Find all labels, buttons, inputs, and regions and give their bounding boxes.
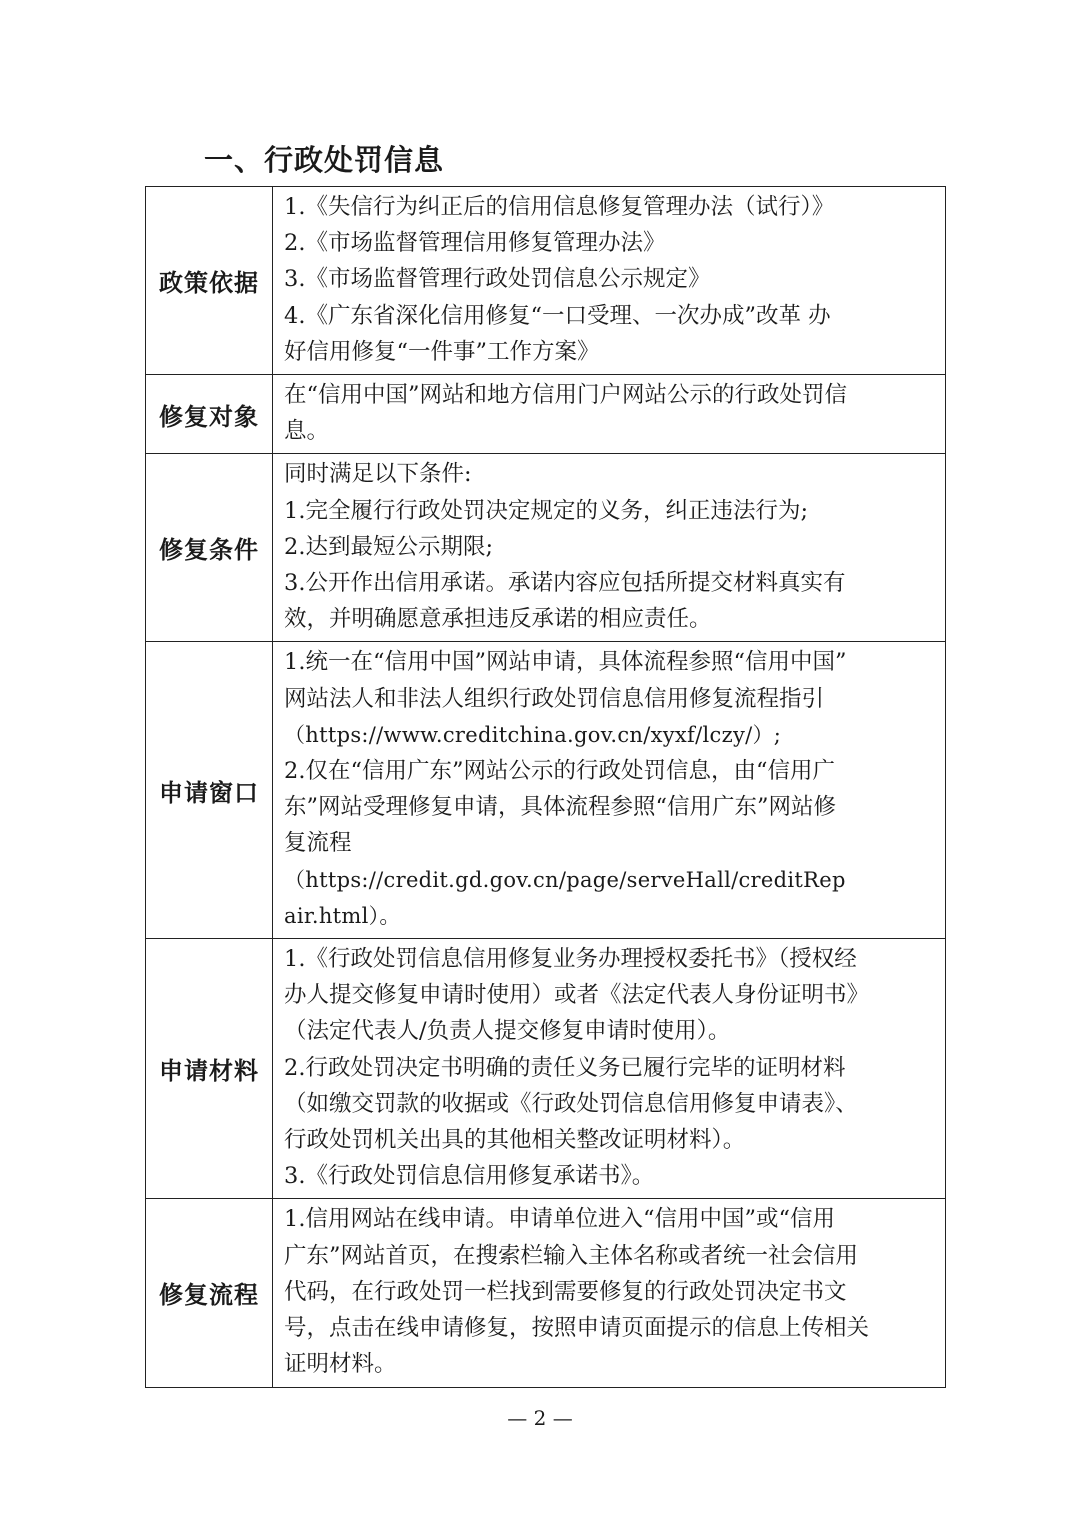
content-line: 广东”网站首页，在搜索栏输入主体名称或者统一社会信用 (284, 1242, 859, 1269)
content-line: 东”网站受理修复申请，具体流程参照“信用广东”网站修 (284, 794, 837, 821)
content-line: 1.信用网站在线申请。申请单位进入“信用中国”或“信用 (284, 1206, 835, 1233)
content-line: （法定代表人/负责人提交修复申请时使用）。 (284, 1018, 731, 1045)
row-label-application-window: 申请窗口 (146, 642, 273, 939)
table-row (146, 939, 946, 1199)
row-content-repair-process (273, 1199, 946, 1387)
credit-repair-info-table (145, 186, 946, 1388)
content-line: 2.《市场监督管理信用修复管理办法》 (284, 230, 666, 257)
creditgd-url-line-continued: air.html）。 (284, 903, 401, 928)
content-line: 3.《行政处罚信息信用修复承诺书》。 (284, 1163, 655, 1190)
content-line: 4.《广东省深化信用修复“一口受理、一次办成”改革 办 (284, 302, 831, 329)
row-label-policy-basis: 政策依据 (146, 187, 273, 375)
row-content-application-materials (273, 939, 946, 1199)
content-line: 办人提交修复申请时使用）或者《法定代表人身份证明书》 (284, 982, 870, 1009)
content-line: 同时满足以下条件: (284, 461, 472, 488)
content-line: 1.《失信行为纠正后的信用信息修复管理办法（试行）》 (284, 194, 835, 220)
row-label-repair-target: 修复对象 (146, 375, 273, 454)
row-content-application-window (273, 642, 946, 939)
row-content-repair-conditions (273, 454, 946, 642)
content-line: 效，并明确愿意承担违反承诺的相应责任。 (284, 606, 712, 633)
content-line: 好信用修复“一件事”工作方案》 (284, 338, 600, 365)
row-label-application-materials: 申请材料 (146, 939, 273, 1199)
content-line: 2.仅在“信用广东”网站公示的行政处罚信息，由“信用广 (284, 758, 835, 785)
content-line: 代码，在行政处罚一栏找到需要修复的行政处罚决定书文 (284, 1278, 847, 1305)
content-line: 2.行政处罚决定书明确的责任义务已履行完毕的证明材料 (284, 1054, 846, 1081)
content-line: 号，点击在线申请修复，按照申请页面提示的信息上传相关 (284, 1315, 870, 1342)
content-line: 行政处罚机关出具的其他相关整改证明材料）。 (284, 1127, 746, 1154)
section-title: 一、行政处罚信息 (204, 143, 445, 177)
content-line: 息。 (284, 418, 330, 445)
content-line: 3.公开作出信用承诺。承诺内容应包括所提交材料真实有 (284, 570, 846, 597)
content-line: 3.《市场监督管理行政处罚信息公示规定》 (284, 266, 711, 293)
table-row (146, 454, 946, 642)
row-label-repair-conditions: 修复条件 (146, 454, 273, 642)
content-line: 1.统一在“信用中国”网站申请，具体流程参照“信用中国” (284, 649, 847, 676)
content-line: 复流程 (284, 830, 352, 857)
content-line: 网站法人和非法人组织行政处罚信息信用修复流程指引 (284, 685, 825, 712)
creditchina-url-line: （https://www.creditchina.gov.cn/xyxf/lczy/）; (284, 722, 782, 747)
table-row (146, 375, 946, 454)
page-number: — 2 — (507, 1406, 573, 1430)
table-row (146, 187, 946, 375)
content-line: 1.《行政处罚信息信用修复业务办理授权委托书》（授权经 (284, 946, 857, 973)
content-line: 证明材料。 (284, 1351, 397, 1378)
content-line: 在“信用中国”网站和地方信用门户网站公示的行政处罚信 (284, 382, 848, 409)
creditgd-url-line: （https://credit.gd.gov.cn/page/serveHall/creditRep (284, 867, 846, 892)
content-line: 1.完全履行行政处罚决定规定的义务，纠正违法行为; (284, 497, 809, 524)
row-content-policy-basis (273, 187, 946, 375)
row-label-repair-process: 修复流程 (146, 1199, 273, 1387)
table-row (146, 1199, 946, 1387)
content-line: 2.达到最短公示期限; (284, 533, 494, 560)
table-row (146, 642, 946, 939)
row-content-repair-target (273, 375, 946, 454)
content-line: （如缴交罚款的收据或《行政处罚信息信用修复申请表》、 (284, 1090, 858, 1117)
